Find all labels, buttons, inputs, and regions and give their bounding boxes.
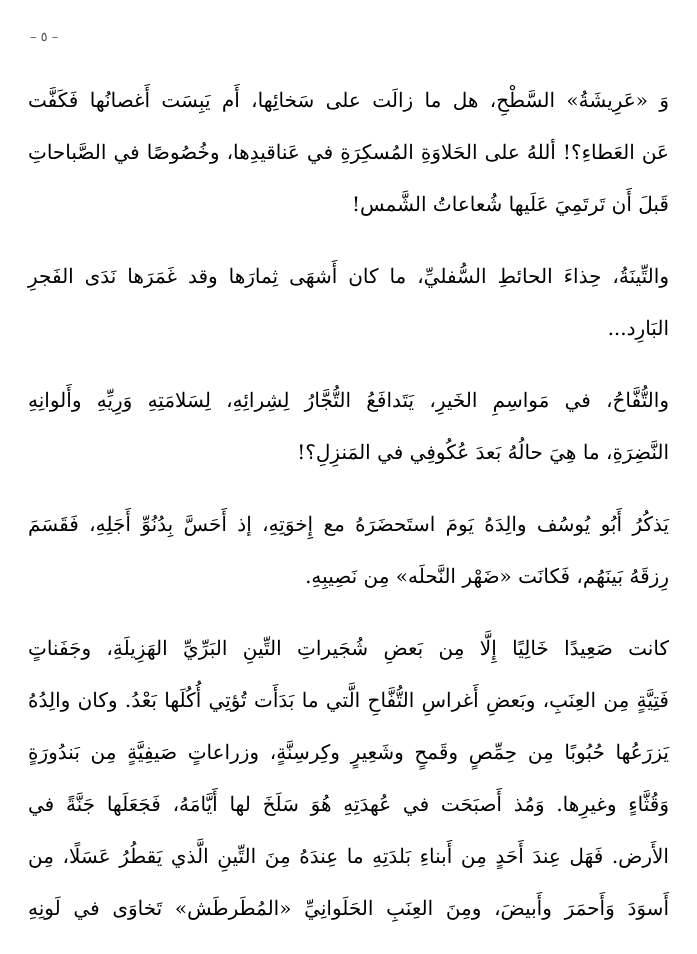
paragraph-apples <box>28 374 669 478</box>
text-line: وَقُثَّاءٍ وغيرِها. وَمُذ أَصبَحَت في عُهدَتِهِ هُوَ سَلَخَ لها أَيَّامَهُ، فَجَعَلَها جَنَّةً في <box>28 792 669 816</box>
text-line: رِزقَهُ بَينَهُم، فَكانَت «ضَهْر النَّحلَه» مِن نَصِيبِهِ. <box>305 564 669 588</box>
text-line: فَتِيَّةٍ مِن العِنَبِ، وبَعضِ أَغراسِ التُّفَّاحِ الَّتي ما بَدَأَت تُؤتِي أُكُلَها بَعْدُ. وكان والِدُهُ <box>28 688 669 712</box>
paragraph-arbor <box>28 74 669 230</box>
text-line: قَبلَ أَن تَرتَمِيَ عَلَيها شُعاعاتُ الشَّمس! <box>351 192 669 216</box>
text-line: البَارِد... <box>607 316 669 340</box>
text-line: يَزرَعُها حُبُوبًا مِن حِمِّصٍ وقَمحٍ وشَعِيرٍ وكِرسِنَّةٍ، وزراعاتٍ صَيفِيَّةٍ مِن بَندُورَةٍ <box>28 740 669 764</box>
page-number: – ٥ – <box>30 30 59 45</box>
text-line: كانت صَعِيدًا خَالِيًا إِلَّا مِن بَعضِ شُجَيراتِ التِّينِ البَرِّيِّ الهَزِيلَةِ، وجَفَناتٍ <box>28 636 669 660</box>
text-line: والتُّفَّاحُ، في مَواسِمِ الخَيرِ، يَتَدافَعُ التُّجَّارُ لِشِرائِهِ، لِسَلامَتِهِ وَرِيِّهِ وأَلوانِهِ <box>28 388 669 412</box>
text-line: وَ «عَرِيشَةُ» السَّطْحِ، هل ما زالَت على سَخائِها، أَم يَبِسَت أَغصانُها فَكَفَّت <box>28 88 669 112</box>
paragraph-fig-tree <box>28 250 669 354</box>
text-line: النَّضِرَةِ، ما هِيَ حالُهُ بَعدَ عُكُوفِي في المَنزِلِ؟! <box>297 440 669 464</box>
text-line: والتِّينَةُ، حِذاءَ الحائطِ السُّفليِّ، ما كان أَشهَى ثِمارَها وقد غَمَرَها نَدَى الفَجرِ <box>28 264 669 288</box>
text-line: الأَرض. فَهَل عِندَ أَحَدٍ مِن أَبناءِ بَلدَتِهِ ما عِندَهُ مِنَ التِّينِ الَّذي يَقطُرُ عَسَلًا، مِن <box>28 844 669 868</box>
page-body <box>28 74 669 954</box>
text-line: أَسوَدَ وَأَحمَرَ وأَبيضَ، ومِنَ العِنَبِ الحَلَوانِيِّ «المُطَرطَش» تَخاوَى في لَونِهِ <box>28 896 669 920</box>
text-line: عَن العَطاءِ؟! أللهُ على الحَلاوَةِ المُسكِرَةِ في عَناقيدِها، وخُصُوصًا في الصَّباحاتِ <box>28 140 669 164</box>
paragraph-land <box>28 622 669 934</box>
paragraph-father <box>28 498 669 602</box>
text-line: يَذكُرُ أَبُو يُوسُف والِدَهُ يَومَ استَحضَرَهُ مع إِخوَتِهِ، إذ أَحَسَّ بِدُنُوِّ أَجَلِهِ، فَقَسَمَ <box>28 512 669 536</box>
